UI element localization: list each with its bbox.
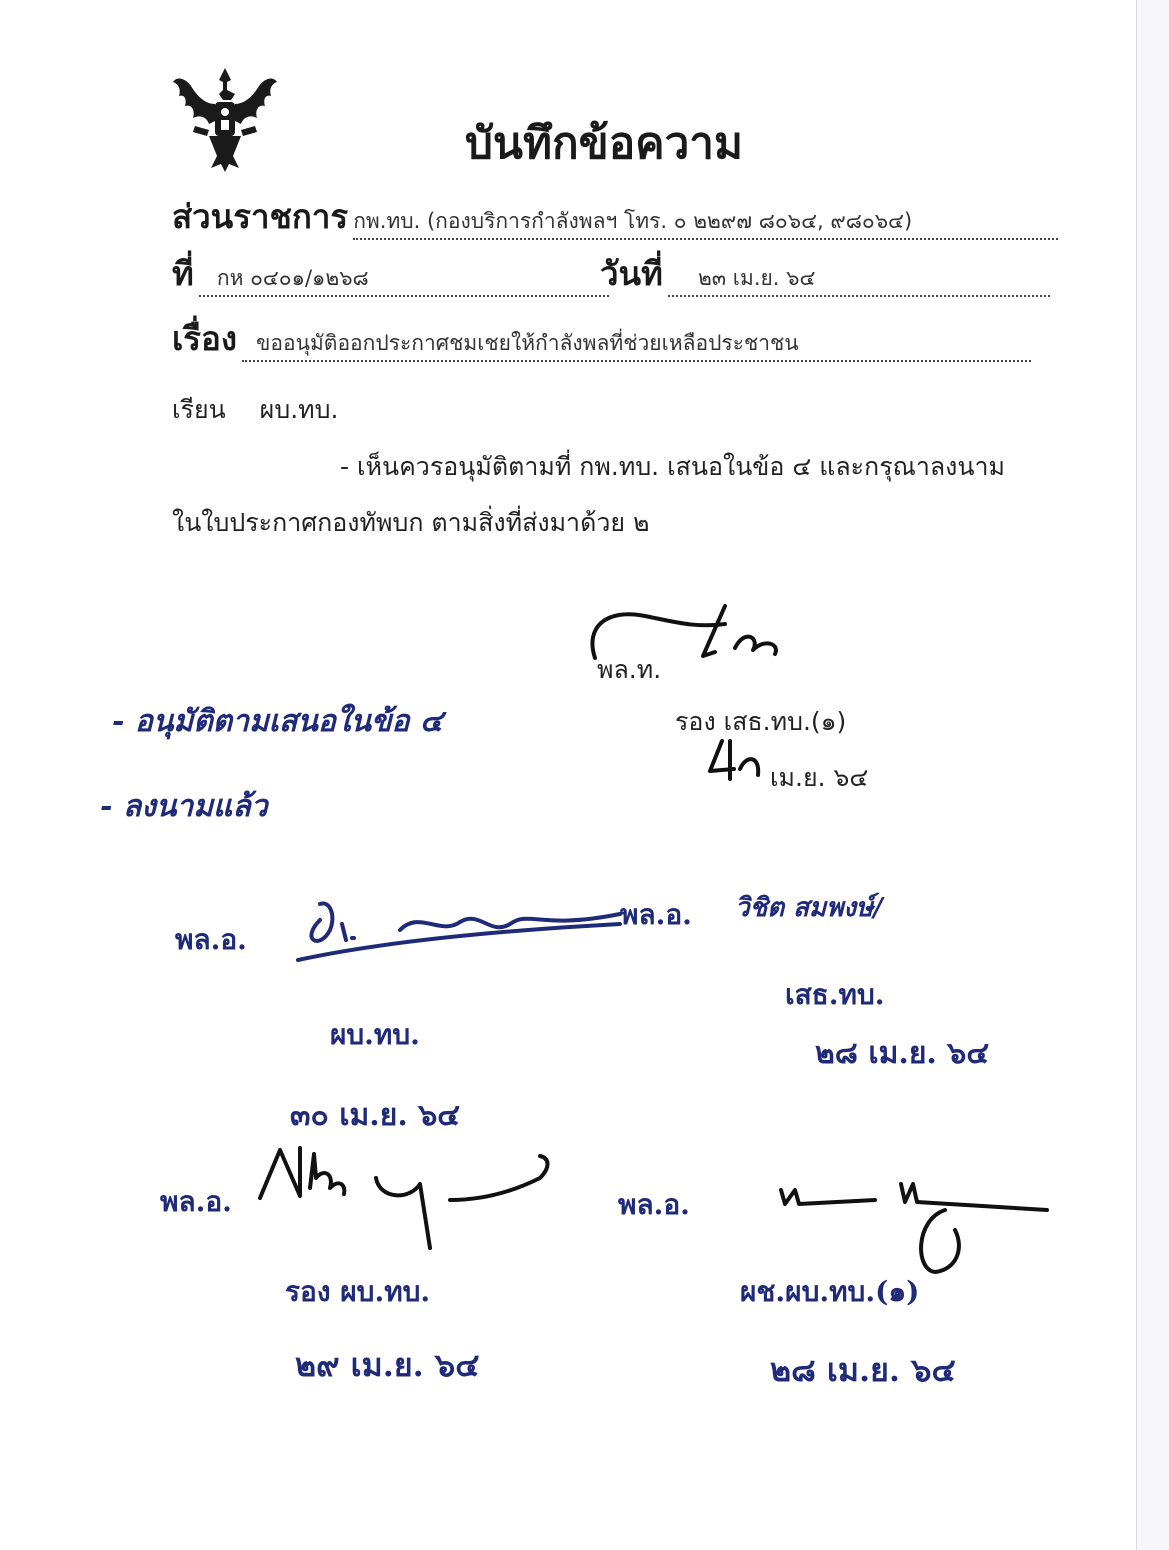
agency-value: กพ.ทบ. (กองบริการกำลังพลฯ โทร. ๐ ๒๒๙๗ ๘๐๖๔, ๙๘๐๖๔) [353, 205, 1058, 240]
subject-value: ขออนุมัติออกประกาศชมเชยให้กำลังพลที่ช่วยเหลือประชาชน [242, 327, 1031, 362]
signature-assistant [775, 1160, 1055, 1280]
commander-rank: พล.อ. [175, 923, 247, 956]
commander-date: ๓๐ เม.ย. ๖๔ [290, 1098, 460, 1133]
body-line-1: - เห็นควรอนุมัติตามที่ กพ.ทบ. เสนอในข้อ ๔ และกรุณาลงนาม [340, 452, 1005, 481]
approval-first-date: เม.ย. ๖๔ [770, 763, 869, 792]
to-row [172, 390, 338, 430]
subject-row [172, 312, 1031, 365]
to-value: ผบ.ทบ. [259, 395, 339, 424]
ref-label: ที่ [172, 254, 194, 293]
signature-commander [290, 880, 630, 970]
memo-title: บันทึกข้อความ [465, 118, 744, 169]
to-label: เรียน [172, 395, 226, 424]
deputy-rank: พล.อ. [160, 1185, 232, 1218]
chief-of-staff-position: เสธ.ทบ. [785, 978, 885, 1011]
signature-deputy [250, 1138, 580, 1258]
approval-first-rank: พล.ท. [597, 655, 662, 684]
chief-of-staff-name: วิชิต สมพงษ์/ [735, 893, 883, 923]
garuda-emblem-icon [165, 60, 285, 180]
subject-label: เรื่อง [172, 319, 237, 358]
assistant-rank: พล.อ. [618, 1188, 690, 1221]
body-line-2: ในใบประกาศกองทัพบก ตามสิ่งที่ส่งมาด้วย ๒ [172, 508, 650, 537]
commander-position: ผบ.ทบ. [330, 1018, 420, 1051]
assistant-date: ๒๘ เม.ย. ๖๔ [770, 1351, 956, 1389]
order-line-2: - ลงนามแล้ว [100, 789, 268, 824]
approval-first-position: รอง เสธ.ทบ.(๑) [675, 707, 847, 736]
chief-of-staff-rank: พล.อ. [620, 898, 692, 931]
chief-of-staff-date: ๒๘ เม.ย. ๖๔ [815, 1036, 990, 1071]
assistant-position: ผช.ผบ.ทบ.(๑) [740, 1275, 920, 1308]
deputy-position: รอง ผบ.ทบ. [285, 1275, 431, 1308]
agency-row [172, 190, 1058, 243]
adjacent-page-edge [1136, 0, 1169, 1550]
date-value: ๒๓ เม.ย. ๖๔ [668, 262, 1050, 297]
ref-row [172, 247, 609, 300]
agency-label: ส่วนราชการ [172, 197, 349, 236]
date-row [600, 247, 1050, 300]
date-label: วันที่ [600, 254, 663, 293]
ref-value: กห ๐๔๐๑/๑๒๖๘ [199, 262, 609, 297]
approval-first-day-handwritten [700, 735, 770, 785]
order-line-1: - อนุมัติตามเสนอในข้อ ๔ [112, 704, 443, 739]
deputy-date: ๒๙ เม.ย. ๖๔ [295, 1346, 480, 1384]
